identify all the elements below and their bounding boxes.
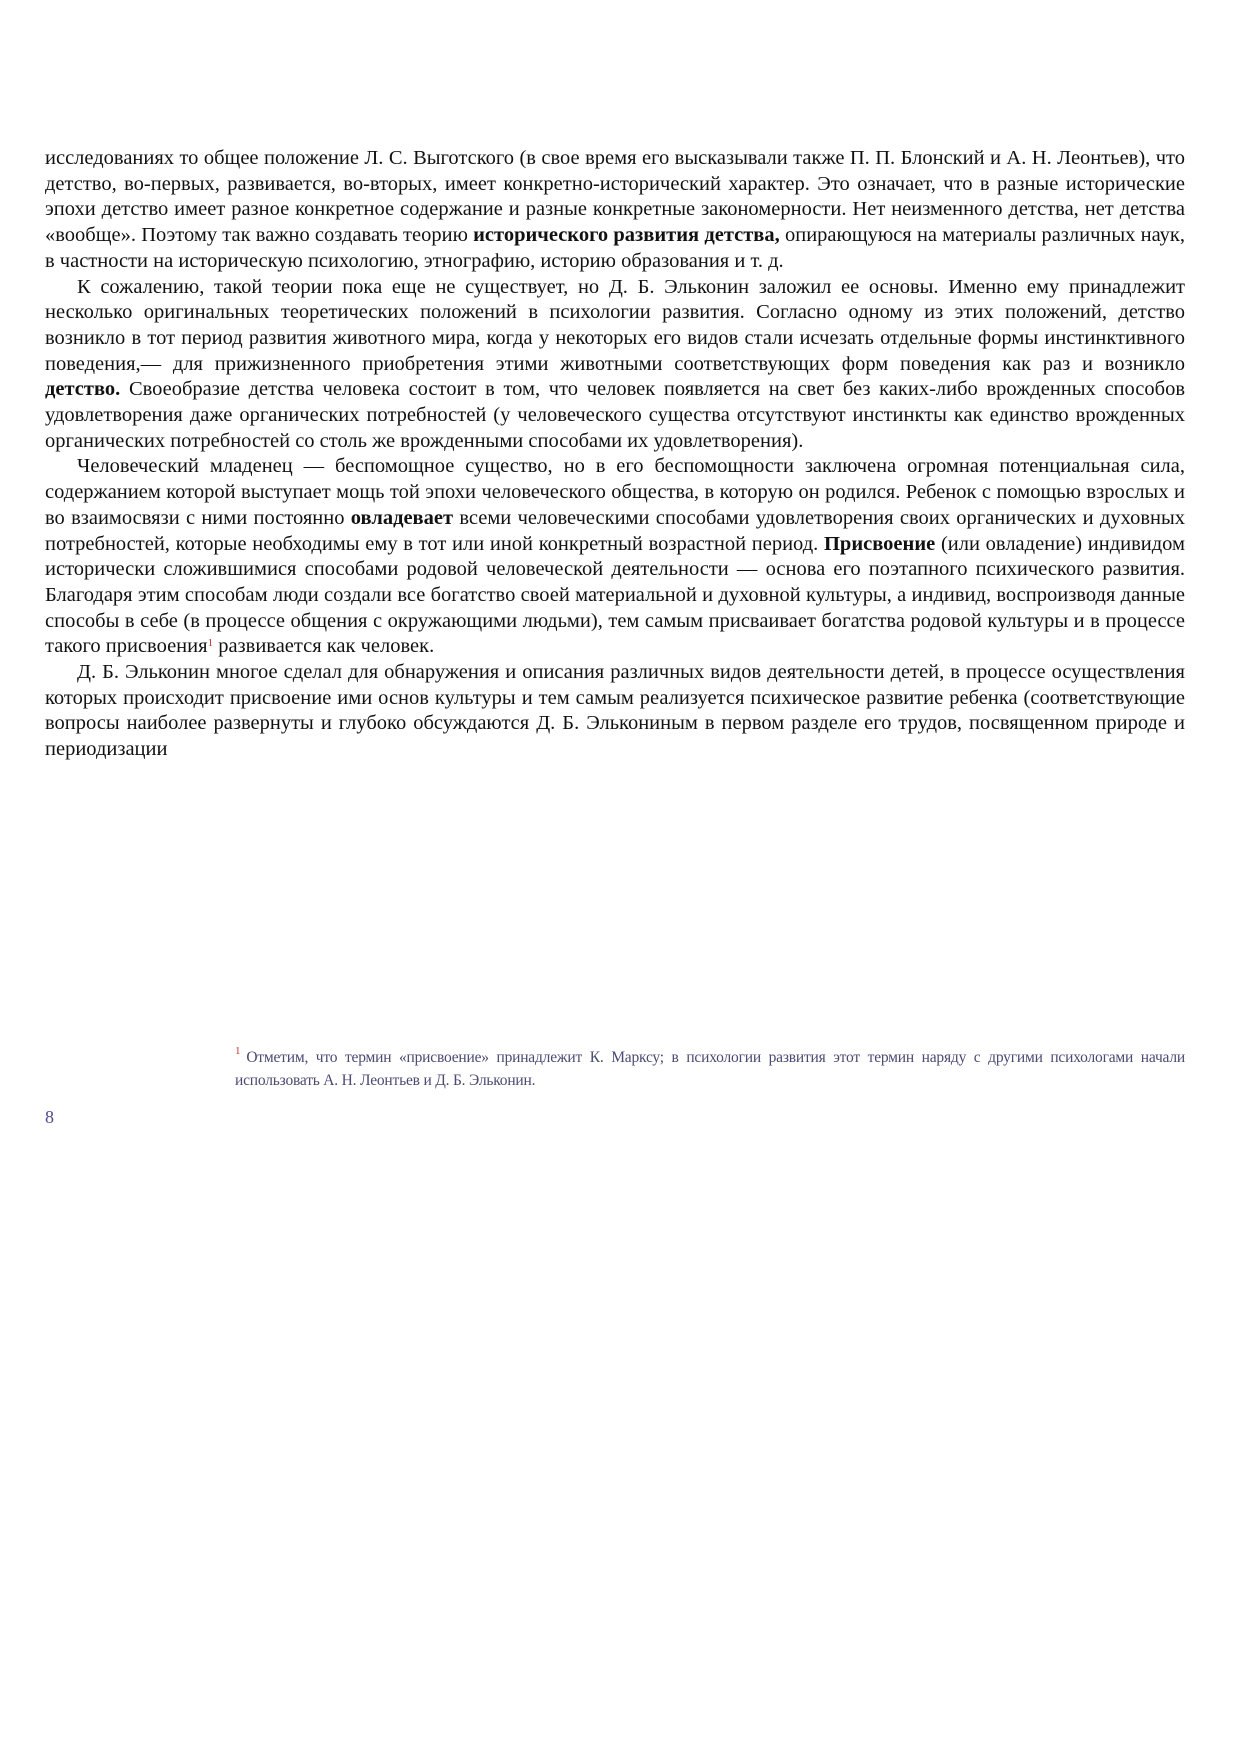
- text-run: развивается как человек.: [213, 635, 435, 658]
- paragraph: [45, 275, 1185, 455]
- footnote-text: Отметим, что термин «присвоение» принадлежит К. Марксу; в психологии развития этот термин наряду с другими психологами начали использовать А. Н. Леонтьев и Д. Б. Эльконин.: [235, 1049, 1185, 1089]
- paragraph: [45, 146, 1185, 275]
- text-run: К сожалению, такой теории пока еще не существует, но Д. Б. Эльконин заложил ее основы. Именно ему принадлежит несколько оригинальных теоретических положений в психологии развития. Согласно одному из этих положений, детство возникло в тот период развития животного мира, когда у некоторых его видов стали исчезать отдельные формы инстинктивного поведения,— для прижизненного приобретения этими животными соответствующих форм поведения как раз и возникло: [45, 275, 1185, 375]
- text-run: Д. Б. Эльконин многое сделал для обнаружения и описания различных видов деятельности детей, в процессе осуществления которых происходит присвоение ими основ культуры и тем самым реализуется психическое развитие ребенка (соответствующие вопросы наиболее развернуты и глубоко обсуждаются Д. Б. Элькониным в первом разделе его трудов, посвященном природе и периодизации: [45, 661, 1185, 761]
- text-run: Человеческий младенец — беспомощное существо, но в его беспомощности заключена огромная потенциальная сила, содержанием которой выступает мощь той эпохи человеческого общества, в которую он родился. Ребенок с помощью взрослых и во взаимосвязи с ними постоянно: [45, 455, 1185, 529]
- page-body: [45, 146, 1185, 763]
- bold-term: Присвоение: [823, 532, 936, 555]
- bold-term: детство.: [45, 378, 121, 401]
- text-run: всеми человеческими способами удовлетворения своих органических и духовных потребностей, которые необходимы ему в тот или иной конкретный возрастной период.: [45, 506, 1186, 555]
- footnote: [235, 1046, 1185, 1092]
- bold-term: овладевает: [350, 506, 454, 529]
- page-number: 8: [45, 1107, 54, 1127]
- bold-term: исторического развития детства,: [473, 224, 780, 247]
- text-run: (или овладение) индивидом исторически сложившимися способами родовой человеческой деятельности — основа его поэтапного психического развития. Благодаря этим способам люди создали все богатство своей материальной и духовной культуры, а индивид, воспроизводя данные способы в себе (в процессе общения с окружающими людьми), тем самым присваивает богатства родовой культуры и в процессе такого присвоения: [45, 532, 1186, 658]
- paragraph: [45, 454, 1185, 660]
- text-run: Своеобразие детства человека состоит в том, что человек появляется на свет без каких-либо врожденных способов удовлетворения даже органических потребностей (у человеческого существа отсутствуют инстинкты как единство врожденных органических потребностей со столь же врожденными способами их удовлетворения).: [45, 378, 1185, 452]
- text-run: исследованиях то общее положение Л. С. Выготского (в свое время его высказывали также П. П. Блонский и А. Н. Леонтьев), что детство, во-первых, развивается, во-вторых, имеет конкретно-исторический характер. Это означает, что в разные исторические эпохи детство имеет разное конкретное содержание и разные конкретные закономерности. Нет неизменного детства, нет детства «вообще». Поэтому так важно создавать теорию: [45, 147, 1185, 247]
- paragraph: [45, 660, 1185, 763]
- footnote-reference[interactable]: 1: [207, 637, 214, 650]
- text-run: опирающуюся на материалы различных наук, в частности на историческую психологию, этнографию, историю образования и т. д.: [45, 224, 1185, 272]
- footnote-mark: 1: [235, 1045, 241, 1057]
